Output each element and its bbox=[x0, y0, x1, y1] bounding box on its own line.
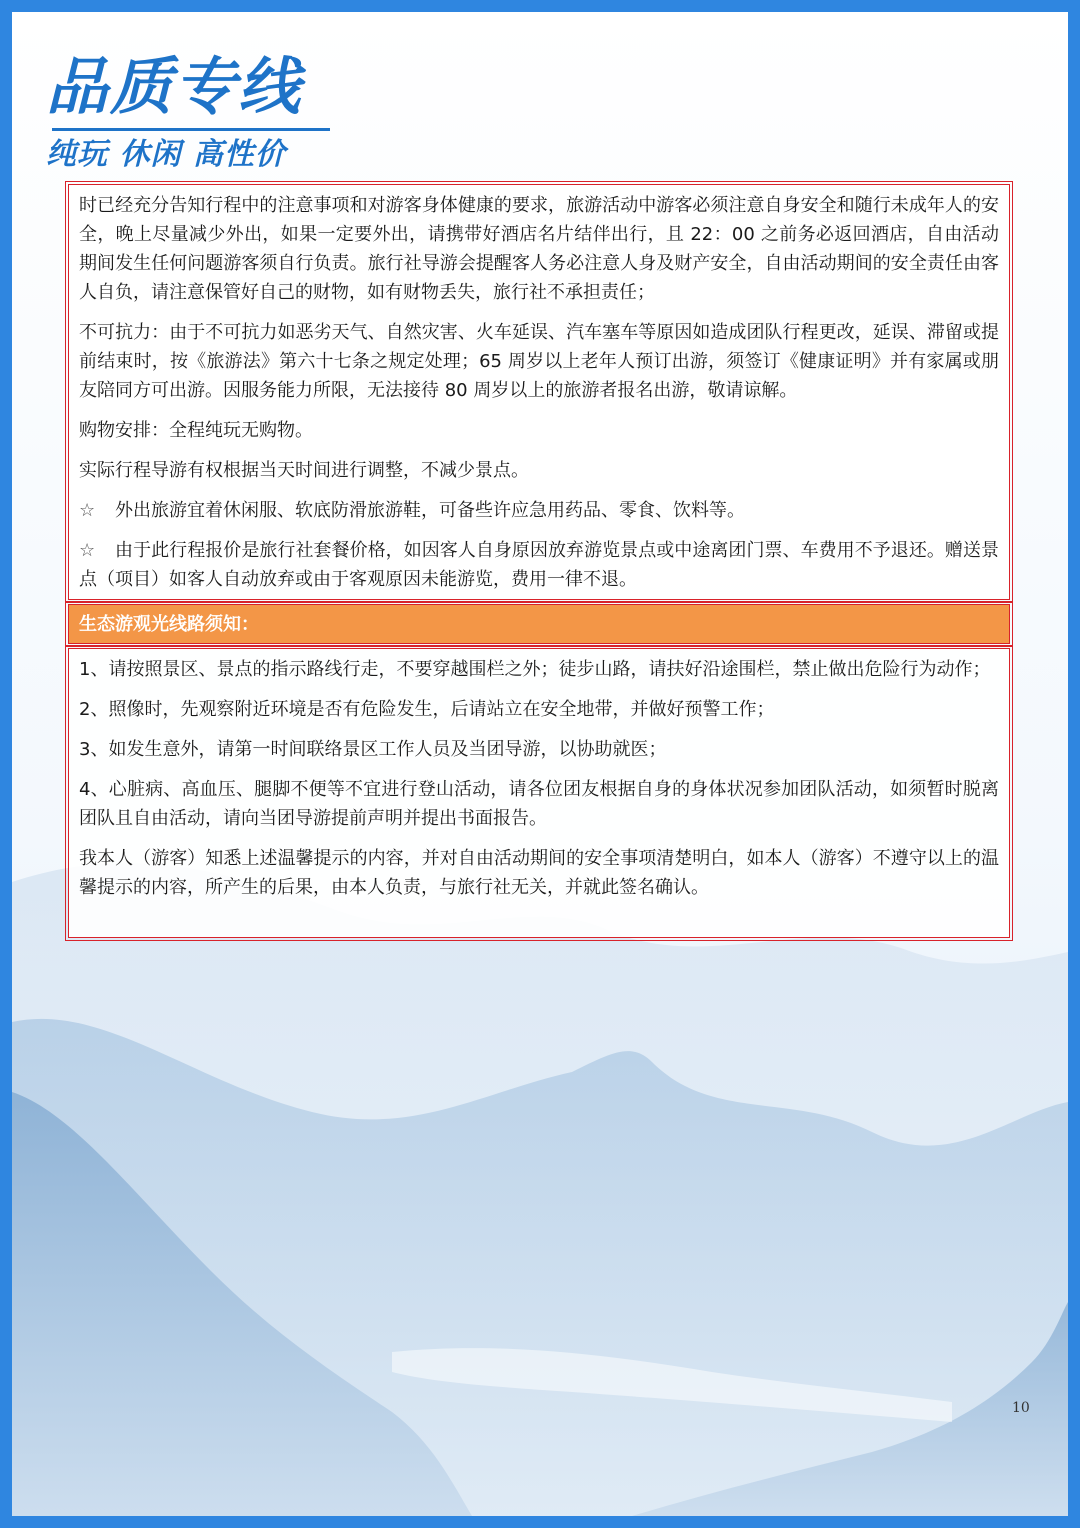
eco-item: 4、心脏病、高血压、腿脚不便等不宜进行登山活动，请各位团友根据自身的身体状况参加团队活动，如须暂时脱离团队且自由活动，请向当团导游提前声明并提出书面报告。 bbox=[79, 779, 999, 829]
star-icon: ☆ bbox=[79, 540, 96, 561]
header bbox=[46, 48, 330, 175]
star-item bbox=[79, 496, 999, 525]
notice-paragraph: 不可抗力：由于不可抗力如恶劣天气、自然灾害、火车延误、汽车塞车等原因如造成团队行程更改，延误、滞留或提前结束时，按《旅游法》第六十七条之规定处理；65 周岁以上老年人预订出游，须签订《健康证明》并有家属或朋友陪同方可出游。因服务能力所限，无法接待 80 周岁以上的旅游者报名出游，敬请谅解。 bbox=[79, 322, 999, 401]
notice-paragraph: 实际行程导游有权根据当天时间进行调整，不减少景点。 bbox=[79, 460, 529, 481]
notice-paragraph: 时已经充分告知行程中的注意事项和对游客身体健康的要求，旅游活动中游客必须注意自身安全和随行未成年人的安全，晚上尽量减少外出，如果一定要外出，请携带好酒店名片结伴出行，且 22：00 之前务必返回酒店，自由活动期间发生任何问题游客须自行负责。旅行社导游会提醒客人务必注意人身及财产安全，自由活动期间的安全责任由客人自负，请注意保管好自己的财物，如有财物丢失，旅行社不承担责任； bbox=[79, 195, 999, 303]
page-number: 10 bbox=[1012, 1400, 1030, 1416]
brand-subtitle: 纯玩 休闲 高性价 bbox=[46, 137, 286, 172]
eco-item: 2、照像时，先观察附近环境是否有危险发生，后请站立在安全地带，并做好预警工作； bbox=[79, 699, 775, 720]
star-icon: ☆ bbox=[79, 500, 96, 521]
star-item bbox=[79, 536, 999, 594]
star-item-text: 由于此行程报价是旅行社套餐价格，如因客人自身原因放弃游览景点或中途离团门票、车费用不予退还。赠送景点（项目）如客人自动放弃或由于客观原因未能游览，费用一律不退。 bbox=[79, 540, 999, 590]
notice-paragraph: 购物安排：全程纯玩无购物。 bbox=[79, 420, 313, 441]
eco-section-title: 生态游观光线路须知： bbox=[79, 614, 259, 635]
declaration: 我本人（游客）知悉上述温馨提示的内容，并对自由活动期间的安全事项清楚明白，如本人（游客）不遵守以上的温馨提示的内容，所产生的后果，由本人负责，与旅行社无关，并就此签名确认。 bbox=[79, 848, 999, 898]
notice-box bbox=[68, 184, 1010, 600]
star-item-text: 外出旅游宜着休闲服、软底防滑旅游鞋，可备些许应急用药品、零食、饮料等。 bbox=[115, 500, 745, 521]
brand-title: 品质专线 bbox=[46, 50, 303, 123]
brand-divider bbox=[52, 128, 330, 131]
eco-section-header bbox=[68, 604, 1010, 644]
eco-item: 3、如发生意外，请第一时间联络景区工作人员及当团导游，以协助就医； bbox=[79, 739, 667, 760]
eco-item: 1、请按照景区、景点的指示路线行走，不要穿越围栏之外；徒步山路，请扶好沿途围栏，禁止做出危险行为动作； bbox=[79, 659, 991, 680]
eco-section-box bbox=[68, 648, 1010, 938]
